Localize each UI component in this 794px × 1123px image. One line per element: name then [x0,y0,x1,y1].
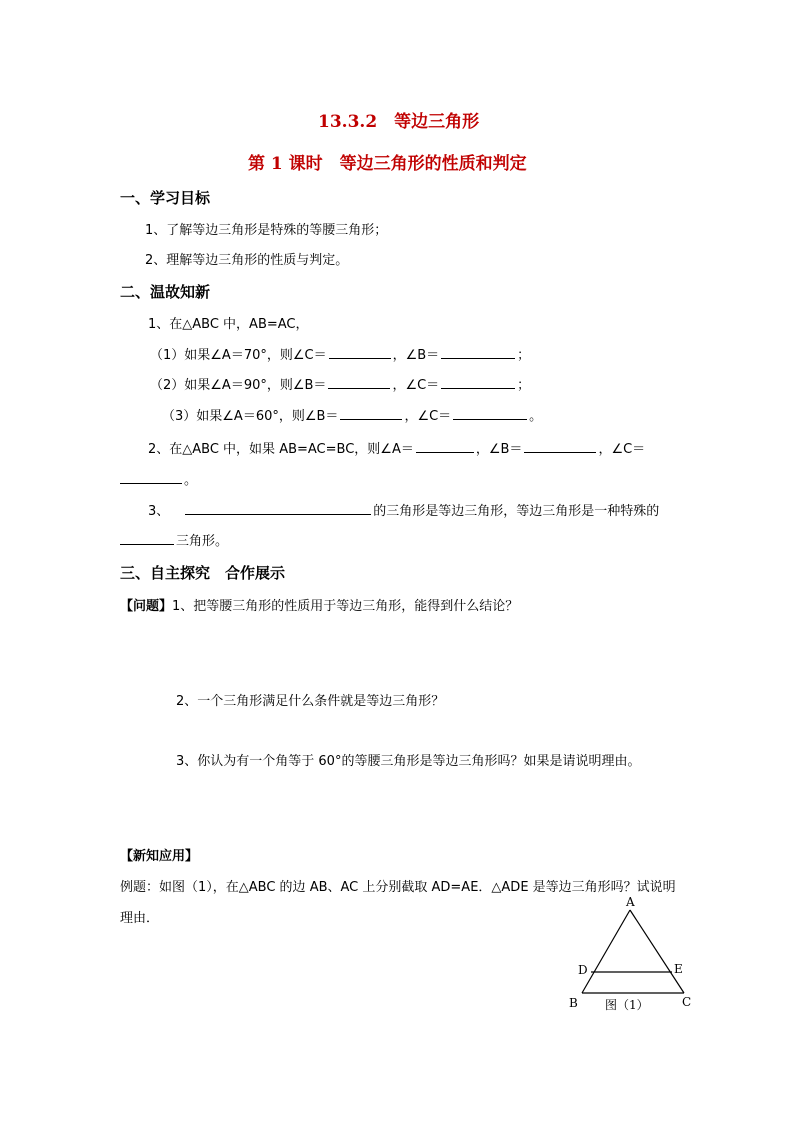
answer-blank[interactable] [416,438,474,453]
question-1a-text: （1）如果∠A＝70°，则∠C＝ [150,348,327,363]
question-3-text: 的三角形是等边三角形，等边三角形是一种特殊的 [373,504,660,519]
question-1b-text: （2）如果∠A＝90°，则∠B＝ [150,378,327,393]
question-2-end: 。 [184,473,198,488]
question-1a-end: ； [517,348,531,363]
question-1c [162,405,542,424]
side-ab [582,910,630,993]
section1-item-2: 2、理解等边三角形的性质与判定。 [145,253,349,268]
question-1a-mid: ，∠B＝ [392,348,440,363]
question-1b [150,374,530,393]
question-2-text: 2、在△ABC 中，如果 AB=AC=BC，则∠A＝ [148,442,414,457]
answer-blank[interactable] [120,469,182,484]
figure-caption: 图（1） [605,998,649,1012]
question-2 [148,438,645,457]
vertex-c-label: C [682,995,692,1009]
question-1a [150,344,530,363]
question-2-cont [120,469,197,488]
answer-blank[interactable] [340,405,402,420]
vertex-a-label: A [626,895,635,909]
section1-item-1: 1、了解等边三角形是特殊的等腰三角形； [145,223,388,238]
question-3-end: 三角形。 [176,534,229,549]
vertex-d-label: D [578,963,588,977]
question-2-mid2: ，∠C＝ [598,442,646,457]
question-1c-text: （3）如果∠A＝60°，则∠B＝ [162,409,339,424]
answer-blank[interactable] [120,530,174,545]
vertex-b-label: B [569,996,578,1010]
answer-blank[interactable] [185,500,371,515]
side-ac [630,910,684,993]
question-1-intro: 1、在△ABC 中，AB=AC， [148,317,309,332]
question-3 [148,500,659,519]
problem-tag: 【问题】 [120,599,173,614]
vertex-e-label: E [674,962,683,976]
question-3-num: 3、 [148,504,170,519]
question-2-mid1: ，∠B＝ [475,442,523,457]
section2-heading: 二、温故知新 [120,283,211,301]
section1-heading: 一、学习目标 [120,189,211,207]
problem-2: 2、一个三角形满足什么条件就是等边三角形？ [176,694,445,709]
answer-blank[interactable] [328,374,390,389]
page-title: 13.3.2 等边三角形 [318,112,480,132]
answer-blank[interactable] [441,344,515,359]
answer-blank[interactable] [441,374,515,389]
answer-blank[interactable] [453,405,527,420]
problem-1-text: 1、把等腰三角形的性质用于等边三角形，能得到什么结论？ [172,599,519,614]
section3-heading: 三、自主探究 合作展示 [120,564,286,582]
answer-blank[interactable] [524,438,596,453]
example-line-2: 理由． [120,911,160,926]
question-1c-end: 。 [529,409,543,424]
question-1c-mid: ，∠C＝ [404,409,452,424]
problem-3: 3、你认为有一个角等于 60°的等腰三角形是等边三角形吗？如果是请说明理由。 [176,754,641,769]
triangle-figure [560,892,700,1017]
question-3-cont [120,530,228,549]
page-subtitle: 第 1 课时 等边三角形的性质和判定 [248,154,527,174]
question-1b-end: ； [517,378,531,393]
answer-blank[interactable] [329,344,391,359]
application-tag: 【新知应用】 [120,849,199,864]
problem-1 [120,595,518,614]
example-line-1: 例题：如图（1），在△ABC 的边 AB、AC 上分别截取 AD=AE．△ADE 是等边三角形吗？试说明 [120,880,676,895]
question-1b-mid: ，∠C＝ [392,378,440,393]
